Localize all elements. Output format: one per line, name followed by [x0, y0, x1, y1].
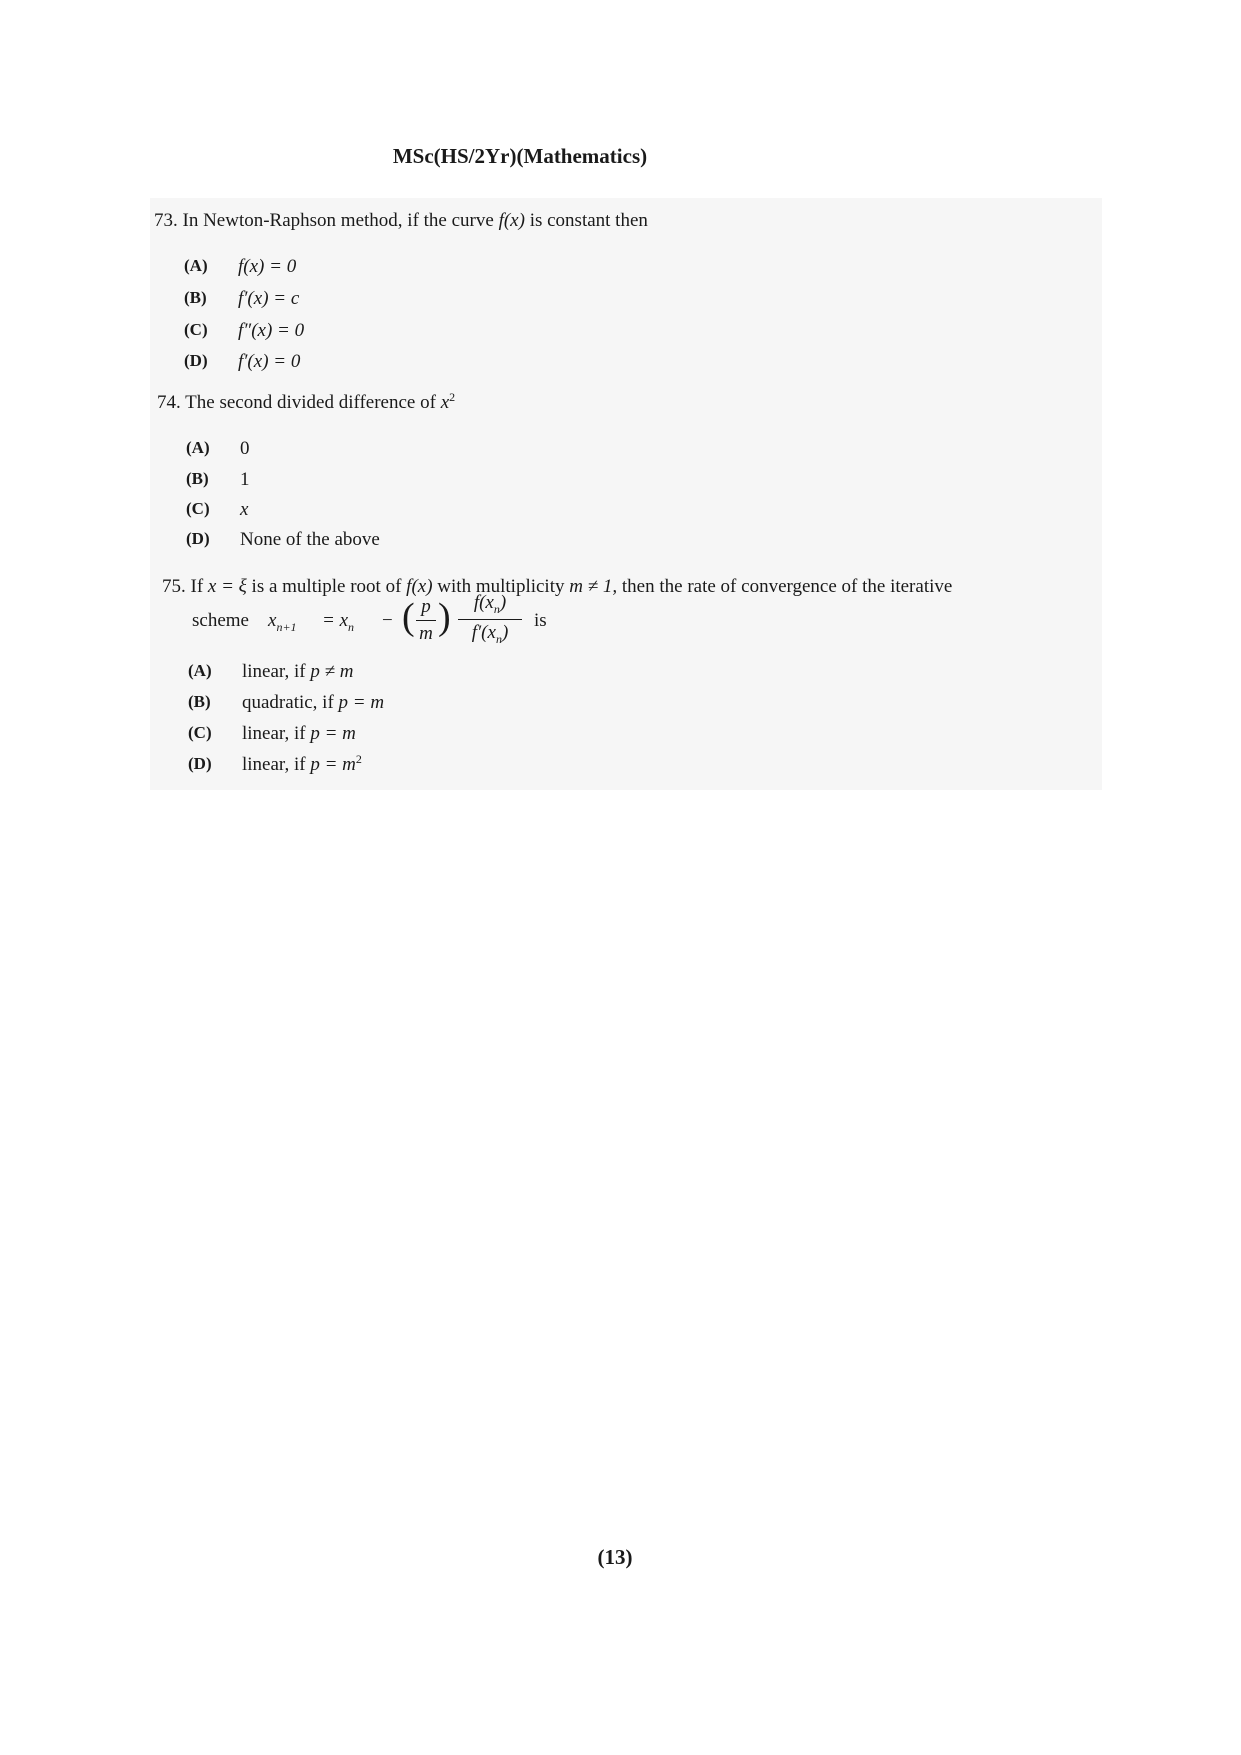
question-74-stem: [157, 392, 455, 414]
minus-sign: −: [382, 610, 393, 631]
fraction-numerator: [458, 592, 522, 617]
exponent: 2: [449, 390, 456, 404]
option-label: (B): [184, 288, 207, 307]
option-text: quadratic, if: [242, 692, 334, 713]
page-number: (13): [597, 1545, 633, 1569]
question-73-stem: [154, 210, 648, 232]
option-label: (D): [184, 351, 208, 370]
option-math: p = m: [310, 754, 356, 775]
option-value: 0: [240, 438, 250, 459]
formula-text: is: [534, 610, 547, 631]
subscript: n: [495, 631, 502, 646]
option-text: linear, if: [242, 661, 306, 682]
option-label: (A): [186, 438, 210, 457]
numerator-text: f(x: [473, 592, 494, 613]
question-text: In Newton-Raphson method, if the curve: [182, 210, 494, 231]
fraction-numerator: p: [421, 596, 431, 617]
option-value: [242, 723, 356, 745]
question-text: is a multiple root of: [251, 576, 402, 597]
question-text: then the rate of convergence of the iterative: [621, 576, 953, 597]
option-label: (C): [184, 320, 208, 339]
question-number: 74.: [157, 392, 181, 413]
option-math: p ≠ m: [310, 661, 354, 682]
option-value: [242, 661, 354, 683]
formula-lhs-var: x: [268, 610, 277, 631]
denominator-close: ): [501, 621, 509, 643]
option-value: x: [240, 499, 249, 520]
formula-text: scheme: [192, 610, 249, 631]
exponent: 2: [355, 752, 362, 766]
subscript: n+1: [276, 619, 297, 634]
fraction-denominator: m: [419, 623, 433, 644]
option-value: [242, 692, 384, 714]
question-math: x: [440, 392, 450, 413]
fraction-f-over-fprime: [458, 592, 522, 647]
question-math: m ≠ 1,: [569, 576, 618, 597]
question-text: The second divided difference of: [185, 392, 436, 413]
option-value: 1: [240, 469, 250, 490]
option-value: None of the above: [240, 529, 380, 550]
formula-rhs-var: = x: [322, 610, 349, 631]
option-label: (D): [186, 529, 210, 548]
option-value: f′(x) = 0: [238, 351, 301, 372]
left-paren: (: [402, 596, 415, 638]
option-label: (A): [188, 661, 212, 680]
option-label: (D): [188, 754, 212, 773]
option-text: linear, if: [242, 723, 306, 744]
option-value: f″(x) = 0: [238, 320, 305, 341]
option-text: linear, if: [242, 754, 306, 775]
subscript: n: [348, 619, 355, 634]
question-math: f(x): [406, 576, 433, 597]
fraction-p-over-m: [416, 596, 436, 645]
question-number: 73.: [154, 210, 178, 231]
fraction-bar: [416, 620, 436, 621]
question-math: f(x): [498, 210, 525, 231]
question-number: 75.: [162, 576, 186, 597]
fraction-bar: [458, 619, 522, 620]
option-label: (A): [184, 256, 208, 275]
option-math: p = m: [338, 692, 385, 713]
document-header: MSc(HS/2Yr)(Mathematics): [392, 144, 648, 168]
question-75-stem: [162, 576, 952, 598]
option-label: (B): [186, 469, 209, 488]
option-value: f(x) = 0: [238, 256, 297, 277]
option-label: (C): [186, 499, 210, 518]
option-label: (B): [188, 692, 211, 711]
numerator-close: ): [499, 592, 507, 613]
right-paren: ): [438, 596, 451, 638]
formula-rhs: [322, 610, 354, 635]
denominator-text: f′(x: [471, 621, 496, 643]
question-math: x = ξ: [207, 576, 247, 597]
option-value: f′(x) = c: [238, 288, 300, 309]
option-label: (C): [188, 723, 212, 742]
fraction-denominator: [458, 622, 522, 647]
question-text: If: [190, 576, 204, 597]
formula-lhs: [268, 610, 297, 635]
option-value: [242, 754, 362, 776]
question-text: is constant then: [529, 210, 648, 231]
subscript: n: [493, 601, 500, 616]
question-text: with multiplicity: [437, 576, 565, 597]
option-math: p = m: [310, 723, 356, 744]
